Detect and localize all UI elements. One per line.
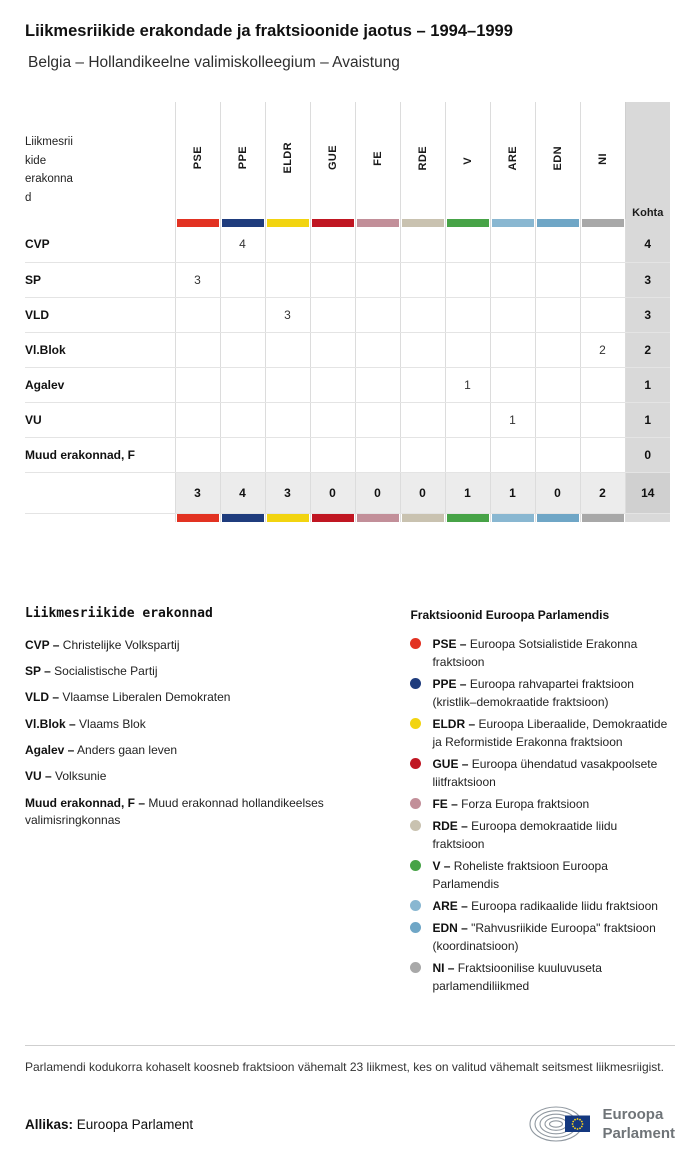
column-header-RDE: [400, 102, 445, 219]
row-group-header: [25, 102, 175, 219]
cell-value: [535, 332, 580, 367]
column-total: 3: [175, 472, 220, 513]
cell-value: 2: [580, 332, 625, 367]
row-group-header-label: Liikmesriikide erakonnad: [25, 136, 73, 204]
color-bar-FE: [357, 219, 399, 227]
color-bar-cell: [175, 513, 220, 522]
faction-legend-item: RDE – Euroopa demokraatide liidu fraktsioon: [410, 817, 675, 853]
seats-column-spacer: [625, 219, 670, 227]
cell-value: [220, 297, 265, 332]
cell-value: [310, 262, 355, 297]
color-bar-ARE: [492, 514, 534, 522]
faction-color-dot: [410, 900, 421, 911]
faction-color-dot: [410, 820, 421, 831]
color-bar-cell: [175, 219, 220, 227]
cell-value: [490, 437, 535, 472]
faction-legend-item: ARE – Euroopa radikaalide liidu fraktsioon: [410, 897, 675, 915]
cell-value: 1: [445, 367, 490, 402]
totals-row: [25, 472, 670, 513]
cell-value: [175, 367, 220, 402]
color-bar-NI: [582, 514, 624, 522]
cell-value: [580, 227, 625, 262]
party-legend-item: VLD – Vlaamse Liberalen Demokraten: [25, 690, 231, 705]
color-bar-cell: [265, 513, 310, 522]
cell-value: [445, 227, 490, 262]
grand-total: 14: [625, 472, 670, 513]
color-bar-cell: [220, 513, 265, 522]
column-total: 3: [265, 472, 310, 513]
color-bar-cell: [400, 219, 445, 227]
cell-value: [310, 227, 355, 262]
faction-legend-list: [410, 635, 675, 995]
cell-value: [355, 367, 400, 402]
row-label: SP: [25, 262, 175, 297]
cell-value: [490, 367, 535, 402]
color-bar-RDE: [402, 219, 444, 227]
color-bar-V: [447, 219, 489, 227]
cell-value: [355, 402, 400, 437]
column-header-label: RDE: [416, 145, 429, 171]
footer: [25, 1102, 675, 1146]
row-total: 3: [625, 262, 670, 297]
cell-value: [580, 262, 625, 297]
column-header-label: FE: [371, 150, 384, 166]
cell-value: [535, 262, 580, 297]
color-bar-EDN: [537, 219, 579, 227]
totals-row-label: [25, 472, 175, 513]
color-bar-cell: [310, 513, 355, 522]
cell-value: [580, 367, 625, 402]
row-total: 1: [625, 402, 670, 437]
column-header-row: [25, 102, 670, 219]
cell-value: [490, 262, 535, 297]
cell-value: [400, 332, 445, 367]
party-legend-item: SP – Socialistische Partij: [25, 663, 158, 678]
column-total: 0: [355, 472, 400, 513]
seats-column-header: Kohta: [625, 102, 670, 219]
cell-value: [490, 227, 535, 262]
column-total: 0: [310, 472, 355, 513]
cell-value: [265, 402, 310, 437]
column-header-label: PSE: [191, 146, 204, 170]
column-header-ELDR: [265, 102, 310, 219]
party-legend-item: Muud erakonnad, F – Muud erakonnad hollandikeelses valimisringkonnas: [25, 795, 324, 828]
ep-logo-line2: Parlament: [602, 1125, 675, 1143]
table-row: [25, 367, 670, 402]
cell-value: [445, 297, 490, 332]
color-bar-cell: [580, 219, 625, 227]
cell-value: [400, 297, 445, 332]
cell-value: [355, 262, 400, 297]
column-total: 0: [535, 472, 580, 513]
column-header-FE: [355, 102, 400, 219]
cell-value: [400, 262, 445, 297]
cell-value: [265, 262, 310, 297]
faction-color-dot: [410, 962, 421, 973]
faction-color-dot: [410, 718, 421, 729]
column-header-label: V: [461, 156, 474, 165]
color-bar-GUE: [312, 514, 354, 522]
faction-color-dot: [410, 922, 421, 933]
faction-legend-item: ELDR – Euroopa Liberaalide, Demokraatide ja Reformistide Erakonna fraktsioon: [410, 715, 675, 751]
cell-value: [445, 262, 490, 297]
column-header-label: PPE: [236, 146, 249, 170]
color-bar-cell: [490, 219, 535, 227]
ep-hemicycle-flag-icon: [529, 1102, 595, 1146]
color-bar-NI: [582, 219, 624, 227]
color-bar-GUE: [312, 219, 354, 227]
cell-value: [400, 402, 445, 437]
source-label: Allikas:: [25, 1116, 74, 1132]
faction-legend-item: PSE – Euroopa Sotsialistide Erakonna fraktsioon: [410, 635, 675, 671]
cell-value: [400, 227, 445, 262]
cell-value: [310, 297, 355, 332]
faction-legend-item: FE – Forza Europa fraktsioon: [410, 795, 675, 813]
cell-value: [445, 402, 490, 437]
row-total: 2: [625, 332, 670, 367]
color-bar-PSE: [177, 514, 219, 522]
column-header-NI: [580, 102, 625, 219]
cell-value: [220, 332, 265, 367]
cell-value: 3: [265, 297, 310, 332]
source-value: Euroopa Parlament: [76, 1116, 194, 1132]
color-bar-cell: [535, 219, 580, 227]
faction-color-dot: [410, 678, 421, 689]
cell-value: [355, 297, 400, 332]
row-label: CVP: [25, 227, 175, 262]
page-subtitle: Belgia – Hollandikeelne valimiskolleegium – Avaistung: [28, 54, 400, 71]
cell-value: [490, 332, 535, 367]
color-bar-cell: [580, 513, 625, 522]
party-legend-item: Agalev – Anders gaan leven: [25, 743, 178, 758]
faction-color-dot: [410, 860, 421, 871]
cell-value: [310, 367, 355, 402]
cell-value: [355, 332, 400, 367]
party-legend-item: VU – Volksunie: [25, 769, 107, 784]
faction-color-dot: [410, 798, 421, 809]
cell-value: [580, 437, 625, 472]
cell-value: [175, 402, 220, 437]
color-bar-ARE: [492, 219, 534, 227]
faction-legend-item: V – Roheliste fraktsioon Euroopa Parlamendis: [410, 857, 675, 893]
column-total: 1: [490, 472, 535, 513]
column-total: 4: [220, 472, 265, 513]
cell-value: [445, 437, 490, 472]
footnote: Parlamendi kodukorra kohaselt koosneb fraktsioon vähemalt 23 liikmest, kes on valitud vähemalt seitsmest liikmesriigist.: [25, 1059, 664, 1074]
color-bar-EDN: [537, 514, 579, 522]
european-parliament-logo: [529, 1102, 675, 1146]
table-row: [25, 297, 670, 332]
cell-value: [535, 297, 580, 332]
color-bar-cell: [355, 219, 400, 227]
column-header-GUE: [310, 102, 355, 219]
ep-logo-line1: Euroopa: [602, 1105, 664, 1123]
row-label: VLD: [25, 297, 175, 332]
table-row: [25, 332, 670, 367]
table-row: [25, 402, 670, 437]
column-header-label: ELDR: [281, 142, 294, 174]
color-bar-PSE: [177, 219, 219, 227]
cell-value: [220, 367, 265, 402]
color-bar-PPE: [222, 219, 264, 227]
column-header-PPE: [220, 102, 265, 219]
bar-row-spacer: [25, 513, 175, 522]
color-bar-cell: [535, 513, 580, 522]
faction-legend-heading: Fraktsioonid Euroopa Parlamendis: [410, 607, 610, 622]
page-title: Liikmesriikide erakondade ja fraktsioonide jaotus – 1994–1999: [25, 22, 513, 40]
seats-column-spacer: [625, 513, 670, 522]
cell-value: [220, 437, 265, 472]
column-total: 1: [445, 472, 490, 513]
party-legend-list: [25, 637, 372, 830]
legend-section: [25, 606, 675, 999]
color-bar-cell: [310, 219, 355, 227]
column-total: 0: [400, 472, 445, 513]
color-bar-cell: [445, 513, 490, 522]
faction-legend-item: GUE – Euroopa ühendatud vasakpoolsete liitfraktsioon: [410, 755, 675, 791]
row-label: Agalev: [25, 367, 175, 402]
party-legend-item: Vl.Blok – Vlaams Blok: [25, 716, 146, 731]
bar-row-spacer: [25, 219, 175, 227]
party-legend-heading: Liikmesriikide erakonnad: [25, 605, 213, 621]
faction-legend-item: PPE – Euroopa rahvapartei fraktsioon (kristlik–demokraatide fraktsioon): [410, 675, 675, 711]
cell-value: 4: [220, 227, 265, 262]
column-header-label: GUE: [326, 145, 339, 171]
party-legend-item: CVP – Christelijke Volkspartij: [25, 637, 180, 652]
cell-value: [535, 437, 580, 472]
color-bar-cell: [220, 219, 265, 227]
color-bar-cell: [265, 219, 310, 227]
color-bar-V: [447, 514, 489, 522]
cell-value: [535, 367, 580, 402]
color-bar-ELDR: [267, 219, 309, 227]
cell-value: [310, 332, 355, 367]
cell-value: [400, 367, 445, 402]
color-bar-row-top: [25, 219, 670, 227]
cell-value: [580, 297, 625, 332]
color-bar-ELDR: [267, 514, 309, 522]
column-header-label: NI: [596, 152, 609, 165]
table-row: [25, 227, 670, 262]
cell-value: [220, 402, 265, 437]
row-label: VU: [25, 402, 175, 437]
cell-value: [265, 332, 310, 367]
color-bar-RDE: [402, 514, 444, 522]
distribution-table: [25, 102, 670, 522]
cell-value: [580, 402, 625, 437]
color-bar-FE: [357, 514, 399, 522]
color-bar-cell: [355, 513, 400, 522]
cell-value: [535, 402, 580, 437]
row-total: 3: [625, 297, 670, 332]
color-bar-cell: [445, 219, 490, 227]
faction-color-dot: [410, 758, 421, 769]
source-line: [25, 1117, 193, 1132]
color-bar-cell: [400, 513, 445, 522]
color-bar-row-bottom: [25, 513, 670, 522]
column-header-label: ARE: [506, 145, 519, 171]
cell-value: [175, 297, 220, 332]
table-row: [25, 437, 670, 472]
cell-value: [175, 227, 220, 262]
cell-value: [400, 437, 445, 472]
cell-value: [355, 437, 400, 472]
row-label: Vl.Blok: [25, 332, 175, 367]
faction-legend-item: NI – Fraktsioonilise kuuluvuseta parlamendiliikmed: [410, 959, 675, 995]
cell-value: [220, 262, 265, 297]
row-total: 0: [625, 437, 670, 472]
color-bar-PPE: [222, 514, 264, 522]
cell-value: [265, 227, 310, 262]
faction-legend-item: EDN – "Rahvusriikide Euroopa" fraktsioon (koordinatsioon): [410, 919, 675, 955]
cell-value: [355, 227, 400, 262]
row-label: Muud erakonnad, F: [25, 437, 175, 472]
faction-color-dot: [410, 638, 421, 649]
party-legend: [25, 606, 372, 999]
cell-value: [175, 332, 220, 367]
cell-value: 3: [175, 262, 220, 297]
color-bar-cell: [490, 513, 535, 522]
table-row: [25, 262, 670, 297]
cell-value: [175, 437, 220, 472]
column-total: 2: [580, 472, 625, 513]
cell-value: [265, 367, 310, 402]
cell-value: 1: [490, 402, 535, 437]
cell-value: [490, 297, 535, 332]
cell-value: [310, 402, 355, 437]
column-header-EDN: [535, 102, 580, 219]
ep-logo-text: [602, 1105, 675, 1144]
cell-value: [310, 437, 355, 472]
faction-legend: [410, 606, 675, 999]
cell-value: [265, 437, 310, 472]
row-total: 1: [625, 367, 670, 402]
column-header-PSE: [175, 102, 220, 219]
cell-value: [535, 227, 580, 262]
column-header-label: EDN: [551, 145, 564, 171]
cell-value: [445, 332, 490, 367]
row-total: 4: [625, 227, 670, 262]
divider: [25, 1045, 675, 1046]
column-header-V: [445, 102, 490, 219]
column-header-ARE: [490, 102, 535, 219]
